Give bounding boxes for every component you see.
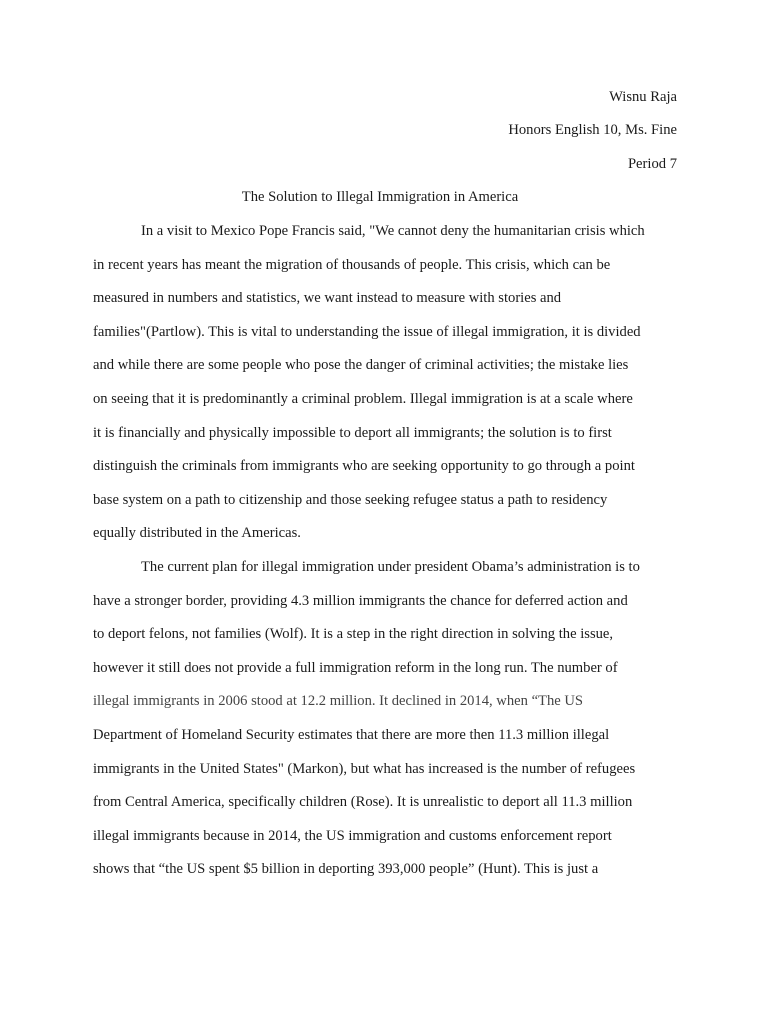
paragraph-1-line: it is financially and physically impossible to deport all immigrants; the solution is to first [93, 425, 612, 441]
paragraph-2-line: illegal immigrants in 2006 stood at 12.2 million. It declined in 2014, when “The US [93, 693, 584, 709]
course-info: Honors English 10, Ms. Fine [508, 122, 677, 138]
paragraph-1-line: families"(Partlow). This is vital to understanding the issue of illegal immigration, it is divided [93, 324, 641, 340]
paragraph-1-line: in recent years has meant the migration of thousands of people. This crisis, which can be [93, 257, 611, 273]
paragraph-2-line: shows that “the US spent $5 billion in deporting 393,000 people” (Hunt). This is just a [93, 861, 599, 877]
paragraph-1-line: equally distributed in the Americas. [93, 525, 301, 541]
paragraph-2-line: have a stronger border, providing 4.3 million immigrants the chance for deferred action and [93, 593, 628, 609]
paragraph-1-line: base system on a path to citizenship and those seeking refugee status a path to residency [93, 492, 608, 508]
paragraph-2-line: Department of Homeland Security estimates that there are more then 11.3 million illegal [93, 727, 610, 743]
paragraph-1-line: measured in numbers and statistics, we want instead to measure with stories and [93, 290, 562, 306]
paragraph-2-line: from Central America, specifically children (Rose). It is unrealistic to deport all 11.3 million [93, 794, 633, 810]
paragraph-1-line: distinguish the criminals from immigrants who are seeking opportunity to go through a point [93, 458, 635, 474]
author-name: Wisnu Raja [609, 89, 677, 105]
paragraph-1-line: and while there are some people who pose the danger of criminal activities; the mistake lies [93, 357, 629, 373]
paragraph-2-line: The current plan for illegal immigration under president Obama’s administration is to [141, 559, 640, 575]
paragraph-2-line: however it still does not provide a full immigration reform in the long run. The number of [93, 660, 618, 676]
paragraph-1-line: In a visit to Mexico Pope Francis said, "We cannot deny the humanitarian crisis which [141, 223, 645, 239]
paragraph-1-line: on seeing that it is predominantly a criminal problem. Illegal immigration is at a scale where [93, 391, 633, 407]
paragraph-2-line: immigrants in the United States" (Markon), but what has increased is the number of refugees [93, 761, 636, 777]
paragraph-2-line: illegal immigrants because in 2014, the US immigration and customs enforcement report [93, 828, 612, 844]
paragraph-2-line: to deport felons, not families (Wolf). It is a step in the right direction in solving the issue, [93, 626, 614, 642]
class-period: Period 7 [627, 156, 677, 172]
essay-title: The Solution to Illegal Immigration in America [241, 189, 519, 205]
